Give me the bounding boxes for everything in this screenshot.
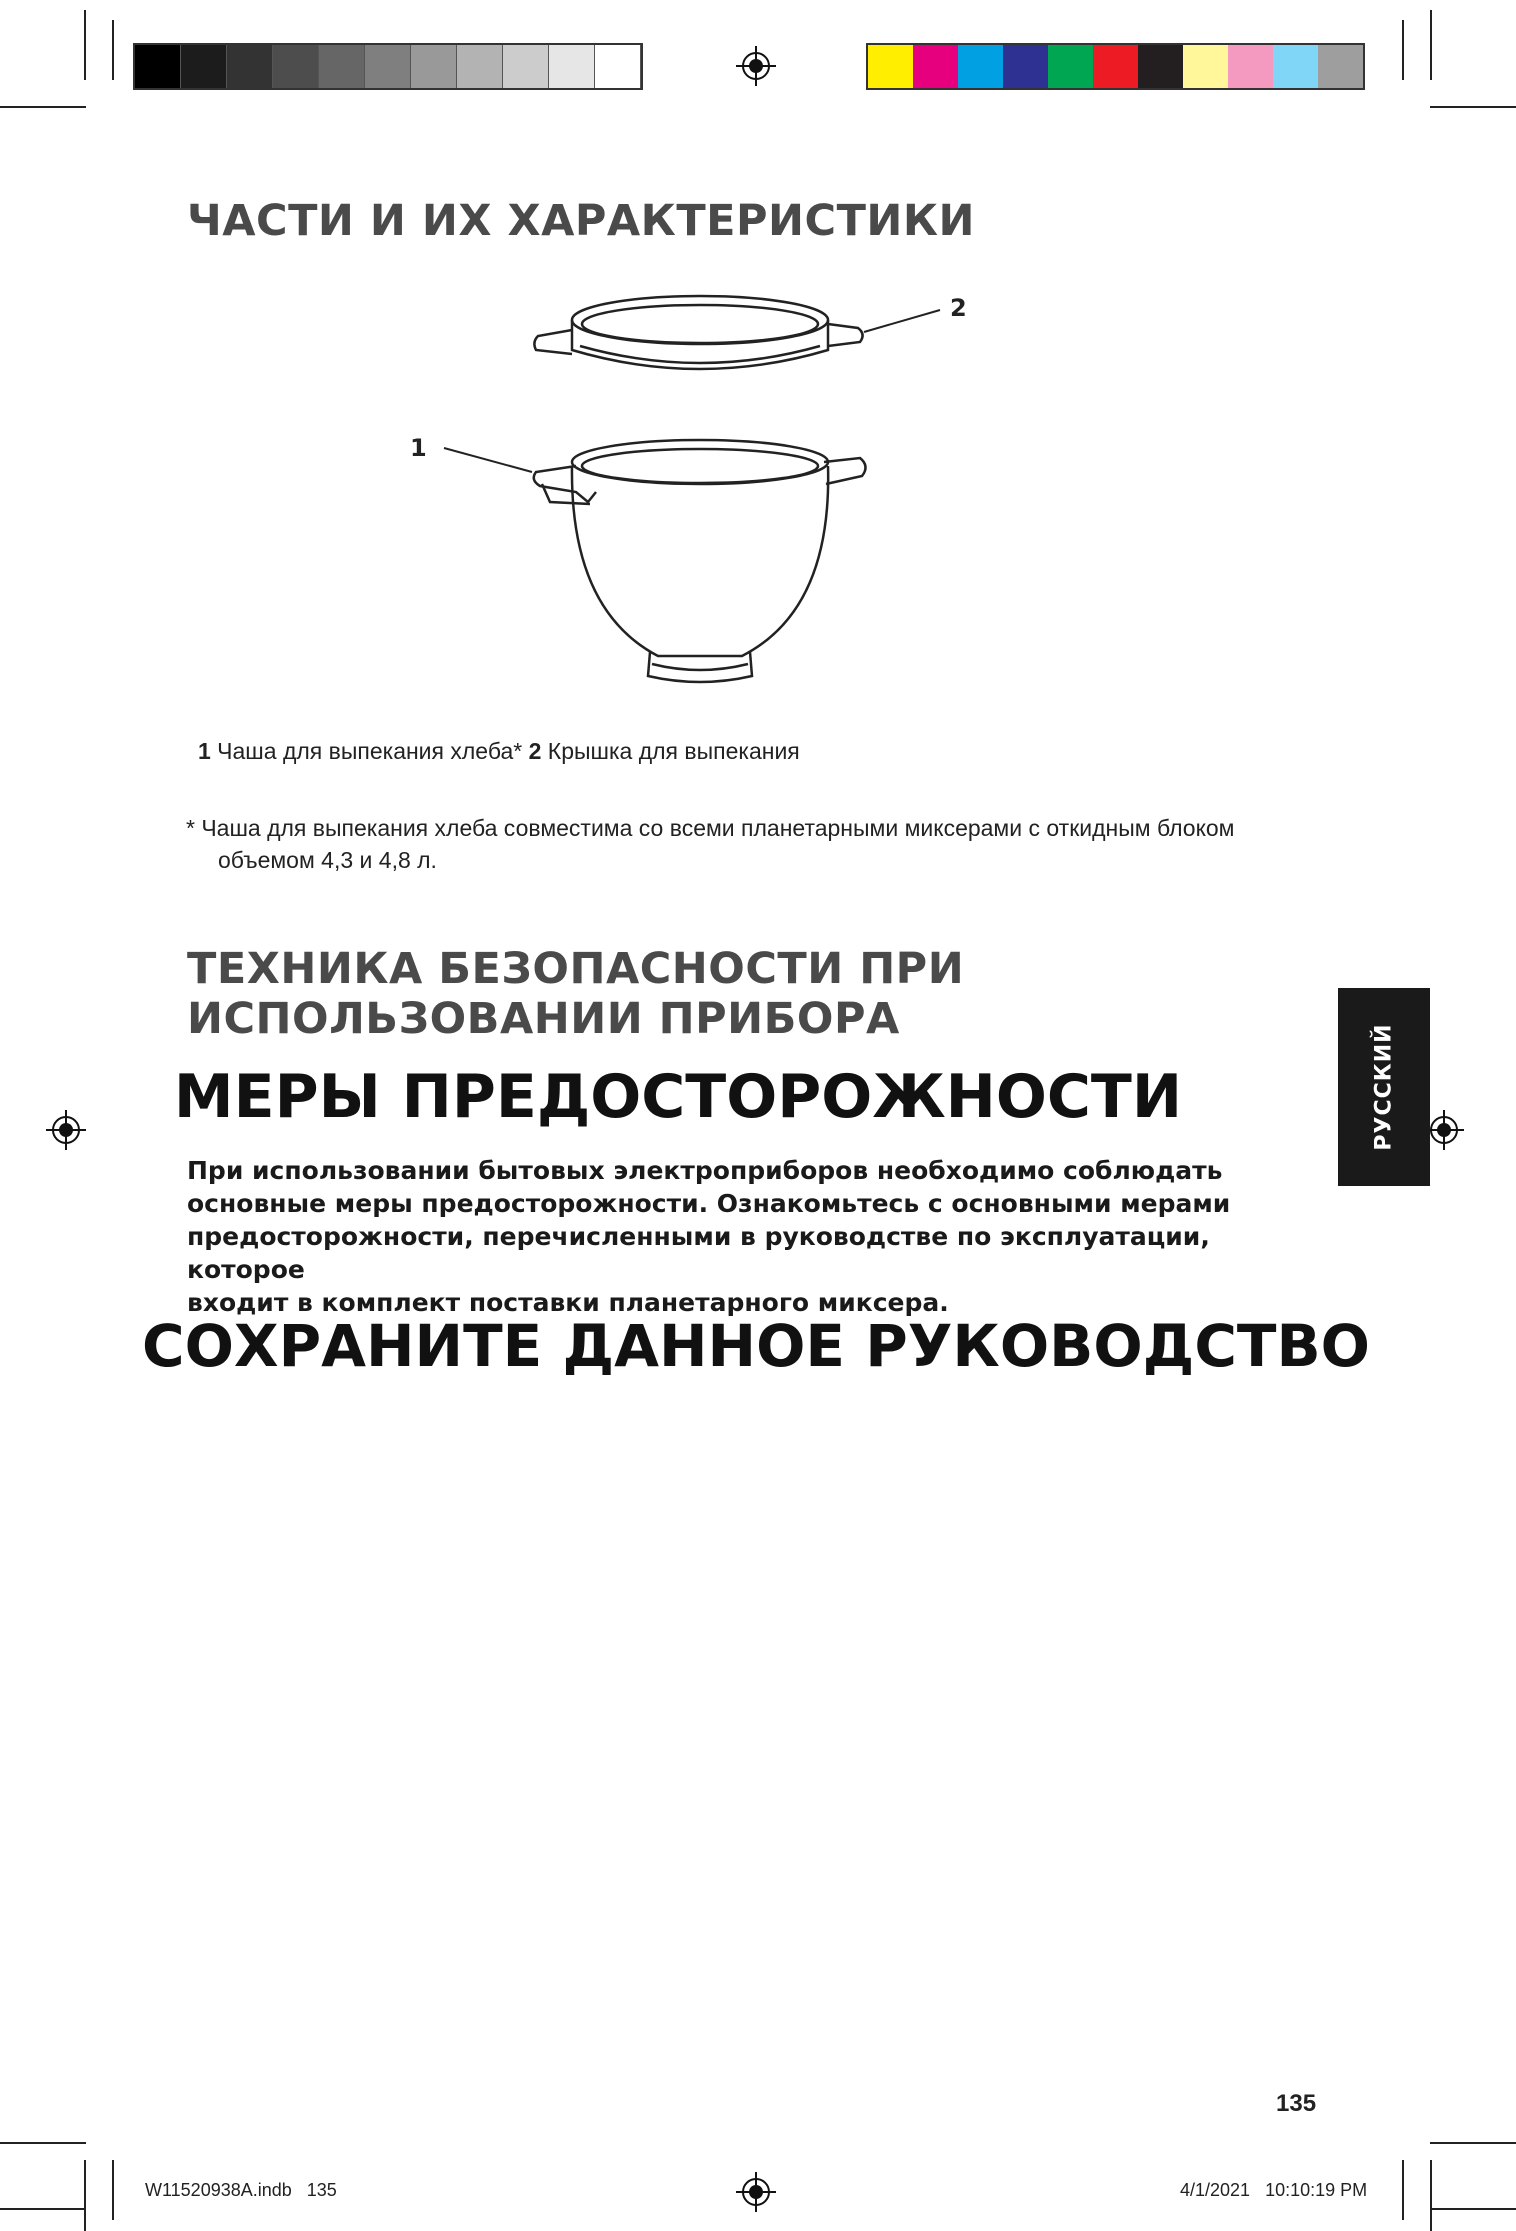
language-tab-label: РУССКИЙ bbox=[1371, 1023, 1397, 1151]
callout-1: 1 bbox=[410, 434, 427, 462]
gray-swatch bbox=[595, 45, 641, 88]
baking-lid bbox=[534, 296, 862, 369]
caption-text-2: Крышка для выпекания bbox=[541, 738, 800, 764]
crop-mark bbox=[0, 2208, 86, 2210]
caption-number-1: 1 bbox=[198, 738, 211, 764]
intro-line: основные меры предосторожности. Ознакомьтесь с основными мерами bbox=[187, 1189, 1231, 1218]
footnote-line: * Чаша для выпекания хлеба совместима со всеми планетарными миксерами с откидным блоком bbox=[186, 815, 1235, 841]
color-swatch bbox=[868, 45, 913, 88]
safety-intro-paragraph bbox=[187, 1154, 1307, 1319]
gray-swatch bbox=[227, 45, 273, 88]
color-swatch bbox=[1093, 45, 1138, 88]
page-number: 135 bbox=[1276, 2090, 1317, 2117]
gray-swatch bbox=[319, 45, 365, 88]
parts-heading: ЧАСТИ И ИХ ХАРАКТЕРИСТИКИ bbox=[187, 196, 976, 246]
crop-mark bbox=[84, 10, 86, 80]
color-swatch bbox=[1003, 45, 1048, 88]
crop-mark bbox=[0, 2142, 86, 2144]
crop-mark bbox=[112, 2160, 114, 2220]
color-swatch bbox=[1183, 45, 1228, 88]
gray-swatch bbox=[503, 45, 549, 88]
callout-2-leader bbox=[864, 310, 940, 332]
registration-mark-icon bbox=[736, 2172, 776, 2212]
intro-line: предосторожности, перечисленными в руководстве по эксплуатации, которое bbox=[187, 1222, 1210, 1284]
intro-line: При использовании бытовых электроприборов необходимо соблюдать bbox=[187, 1156, 1223, 1185]
crop-mark bbox=[1402, 2160, 1404, 2220]
bread-bowl-illustration bbox=[400, 280, 1000, 700]
color-swatch bbox=[1048, 45, 1093, 88]
gray-swatch bbox=[457, 45, 503, 88]
baking-bowl bbox=[534, 440, 866, 682]
gray-swatch bbox=[135, 45, 181, 88]
precautions-title: МЕРЫ ПРЕДОСТОРОЖНОСТИ bbox=[173, 1062, 1183, 1132]
compatibility-footnote bbox=[186, 812, 1326, 876]
crop-mark bbox=[1430, 2160, 1432, 2231]
color-swatch bbox=[913, 45, 958, 88]
safety-heading bbox=[187, 944, 964, 1044]
callout-2: 2 bbox=[950, 294, 967, 322]
crop-mark bbox=[1402, 20, 1404, 80]
crop-mark bbox=[1430, 10, 1432, 80]
intro-line: входит в комплект поставки планетарного миксера. bbox=[187, 1288, 949, 1317]
registration-mark-icon bbox=[736, 46, 776, 86]
crop-mark bbox=[0, 106, 86, 108]
crop-mark bbox=[1430, 2142, 1516, 2144]
crop-mark bbox=[112, 20, 114, 80]
gray-swatch bbox=[273, 45, 319, 88]
gray-swatch bbox=[181, 45, 227, 88]
callout-1-leader bbox=[444, 448, 532, 472]
parts-caption bbox=[198, 738, 800, 765]
color-swatch bbox=[1138, 45, 1183, 88]
crop-mark bbox=[1430, 2208, 1516, 2210]
crop-mark bbox=[1430, 106, 1516, 108]
color-swatch bbox=[1318, 45, 1363, 88]
color-swatch bbox=[958, 45, 1003, 88]
gray-swatch bbox=[549, 45, 595, 88]
grayscale-calibration-bar bbox=[133, 43, 643, 90]
gray-swatch bbox=[365, 45, 411, 88]
safety-heading-line: ТЕХНИКА БЕЗОПАСНОСТИ ПРИ bbox=[187, 944, 965, 994]
caption-number-2: 2 bbox=[528, 738, 542, 764]
caption-text-1: Чаша для выпекания хлеба* bbox=[210, 738, 529, 764]
save-manual-title: СОХРАНИТЕ ДАННОЕ РУКОВОДСТВО bbox=[142, 1312, 1370, 1380]
slug-filename: W11520938A.indb 135 bbox=[145, 2180, 337, 2200]
slug-datetime: 4/1/2021 10:10:19 PM bbox=[1180, 2180, 1368, 2200]
color-calibration-bar bbox=[866, 43, 1365, 90]
color-swatch bbox=[1273, 45, 1318, 88]
safety-heading-line: ИСПОЛЬЗОВАНИИ ПРИБОРА bbox=[187, 994, 900, 1044]
color-swatch bbox=[1228, 45, 1273, 88]
footnote-line: объемом 4,3 и 4,8 л. bbox=[218, 847, 437, 873]
gray-swatch bbox=[411, 45, 457, 88]
crop-mark bbox=[84, 2160, 86, 2231]
language-tab bbox=[1338, 988, 1430, 1186]
